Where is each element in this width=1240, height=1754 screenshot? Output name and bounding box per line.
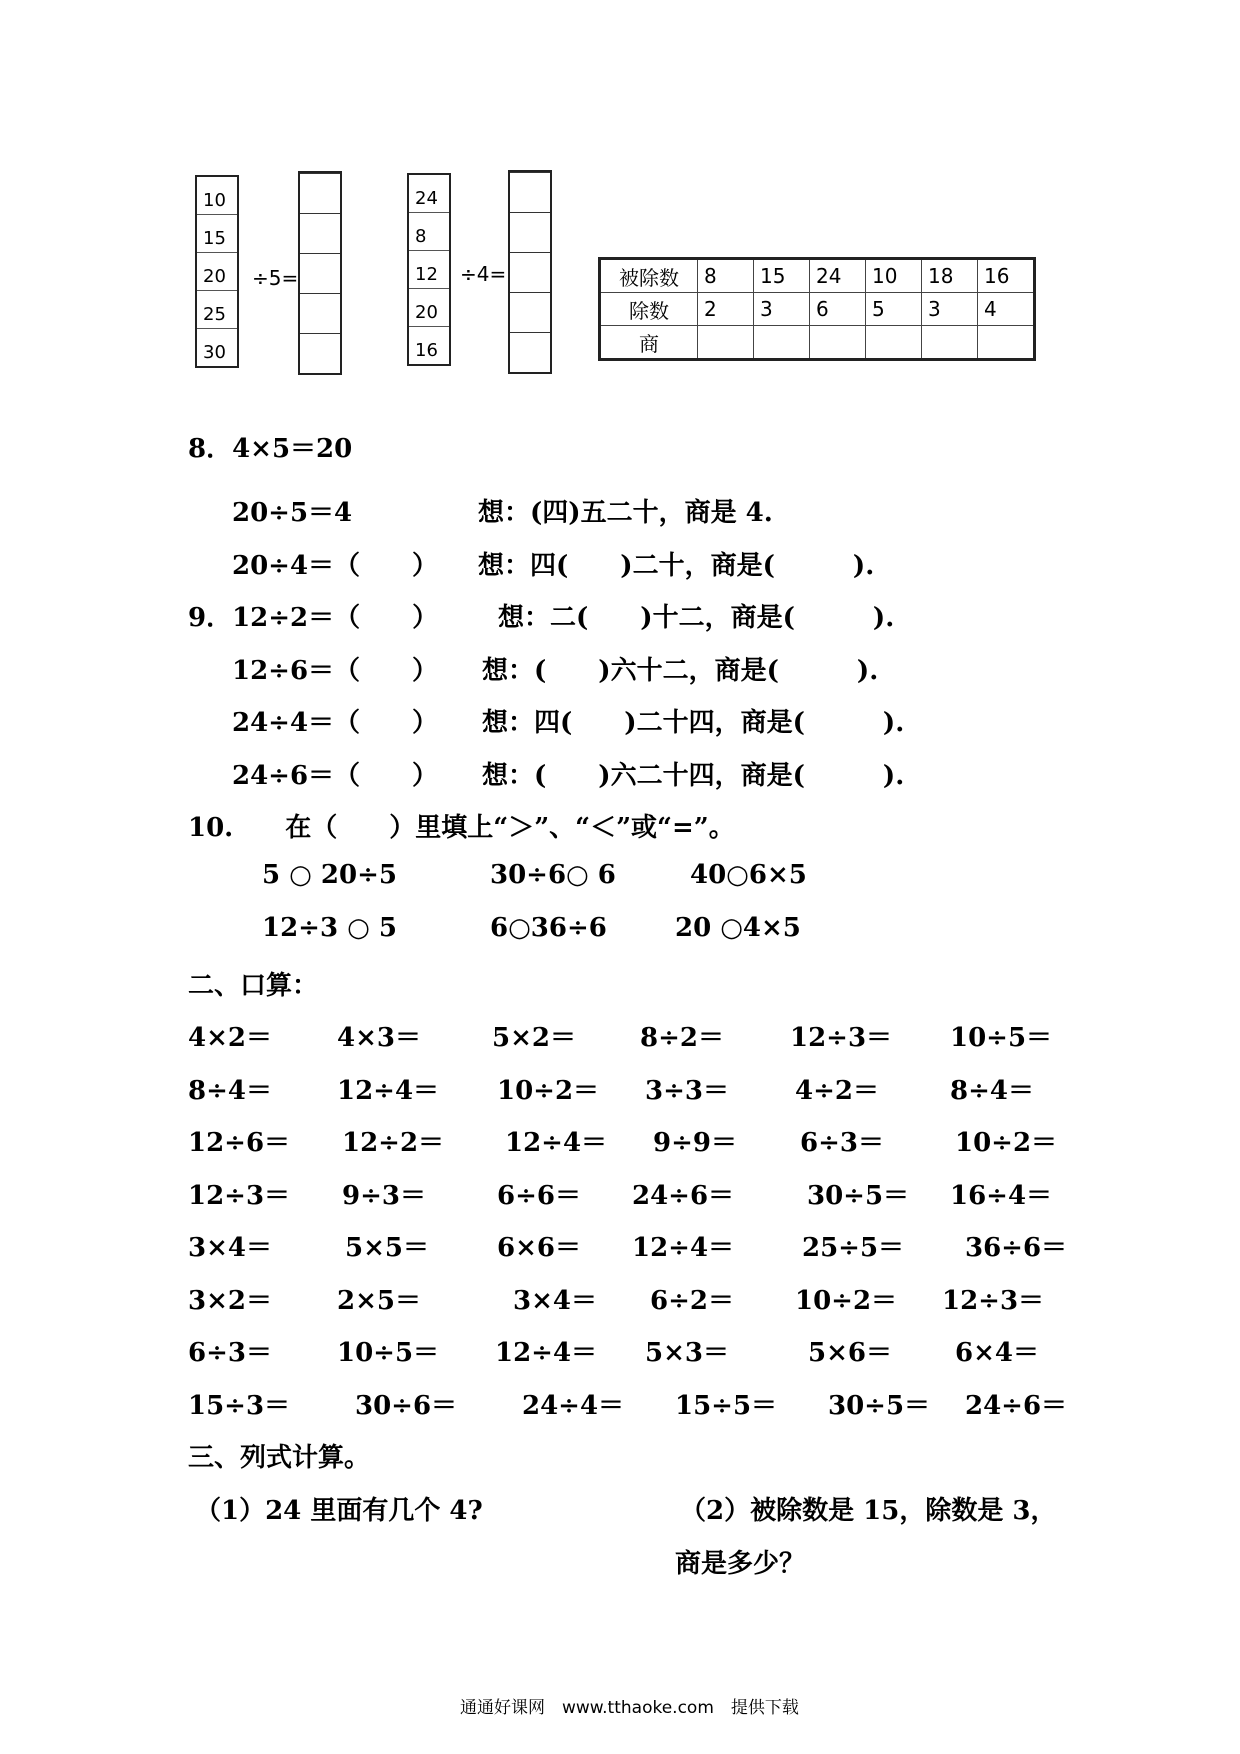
table-cell: 3 [754, 293, 810, 326]
q9-line4-right: 想：( )六二十四，商是( ). [482, 761, 905, 791]
answer-box[interactable] [510, 332, 550, 372]
oral-problem[interactable]: 8÷4＝ [950, 1076, 1034, 1106]
oral-problem[interactable]: 10÷5＝ [337, 1338, 440, 1368]
table-cell: 18 [922, 259, 978, 293]
q10-compare[interactable]: 5 ○ 20÷5 [262, 860, 397, 890]
division-table [598, 257, 1036, 361]
oral-problem[interactable]: 3×4＝ [513, 1286, 597, 1316]
problem-2-line2: 商是多少？ [675, 1549, 806, 1579]
q10-compare[interactable]: 12÷3 ○ 5 [262, 913, 397, 943]
oral-problem[interactable]: 6÷2＝ [650, 1286, 734, 1316]
table-cell: 16 [978, 259, 1035, 293]
oral-problem[interactable]: 2×5＝ [337, 1286, 421, 1316]
oral-problem[interactable]: 24÷6＝ [965, 1391, 1068, 1421]
answer-box[interactable] [510, 252, 550, 292]
oral-problem[interactable]: 6×6＝ [497, 1233, 581, 1263]
column-a-numbers [195, 175, 239, 368]
column-b-cell: 24 [415, 188, 438, 209]
answer-box[interactable] [510, 292, 550, 332]
answer-box[interactable] [300, 213, 340, 253]
q9-line1-left: 9．12÷2＝（ ） [188, 603, 439, 633]
table-row [600, 293, 1035, 326]
answer-box[interactable] [510, 172, 550, 212]
oral-problem[interactable]: 3×4＝ [188, 1233, 272, 1263]
q9-line2-right: 想：( )六十二，商是( ). [482, 656, 879, 686]
problem-2-line1: （2）被除数是 15，除数是 3， [680, 1496, 1057, 1526]
oral-problem[interactable]: 16÷4＝ [950, 1181, 1053, 1211]
q9-line1-right: 想：二( )十二，商是( ). [498, 603, 895, 633]
table-cell: 15 [754, 259, 810, 293]
oral-problem[interactable]: 5×5＝ [345, 1233, 429, 1263]
oral-problem[interactable]: 9÷3＝ [342, 1181, 426, 1211]
column-b-cell: 12 [409, 250, 449, 288]
column-b-operator: ÷4= [460, 262, 507, 286]
row-header: 商 [600, 326, 698, 360]
answer-cell[interactable] [978, 326, 1035, 360]
q10-compare[interactable]: 40○6×5 [690, 860, 807, 890]
table-cell: 2 [698, 293, 754, 326]
oral-problem[interactable]: 36÷6＝ [965, 1233, 1068, 1263]
oral-problem[interactable]: 10÷2＝ [497, 1076, 600, 1106]
oral-problem[interactable]: 12÷3＝ [942, 1286, 1045, 1316]
q10-compare[interactable]: 30÷6○ 6 [490, 860, 616, 890]
oral-problem[interactable]: 10÷2＝ [795, 1286, 898, 1316]
q8-line2-left: 20÷4＝（ ） [232, 551, 439, 581]
column-a-operator: ÷5= [252, 266, 299, 290]
problem-1: （1）24 里面有几个 4? [195, 1496, 483, 1526]
answer-cell[interactable] [754, 326, 810, 360]
answer-cell[interactable] [866, 326, 922, 360]
oral-problem[interactable]: 30÷5＝ [807, 1181, 910, 1211]
oral-problem[interactable]: 5×3＝ [645, 1338, 729, 1368]
answer-box[interactable] [300, 173, 340, 213]
answer-box[interactable] [300, 293, 340, 333]
oral-problem[interactable]: 3×2＝ [188, 1286, 272, 1316]
row-header: 除数 [600, 293, 698, 326]
answer-box[interactable] [300, 253, 340, 293]
oral-problem[interactable]: 6÷3＝ [800, 1128, 884, 1158]
oral-problem[interactable]: 12÷4＝ [632, 1233, 735, 1263]
table-cell: 10 [866, 259, 922, 293]
column-a-cell: 15 [197, 214, 237, 252]
q8-line1-right: 想：(四)五二十，商是 4. [478, 498, 773, 528]
oral-problem[interactable]: 15÷3＝ [188, 1391, 291, 1421]
oral-problem[interactable]: 3÷3＝ [645, 1076, 729, 1106]
oral-problem[interactable]: 30÷5＝ [828, 1391, 931, 1421]
q8-title: 8．4×5＝20 [188, 434, 353, 464]
table-cell: 24 [810, 259, 866, 293]
q9-line3-left: 24÷4＝（ ） [232, 708, 439, 738]
q10-compare[interactable]: 6○36÷6 [490, 913, 607, 943]
oral-problem[interactable]: 12÷4＝ [505, 1128, 608, 1158]
table-cell: 4 [978, 293, 1035, 326]
q10-compare[interactable]: 20 ○4×5 [675, 913, 801, 943]
oral-problem[interactable]: 5×2＝ [492, 1023, 576, 1053]
oral-problem[interactable]: 8÷4＝ [188, 1076, 272, 1106]
table-cell: 5 [866, 293, 922, 326]
answer-cell[interactable] [810, 326, 866, 360]
column-a-cell: 20 [197, 252, 237, 290]
oral-problem[interactable]: 5×6＝ [808, 1338, 892, 1368]
oral-problem[interactable]: 12÷3＝ [790, 1023, 893, 1053]
column-a-cell: 30 [197, 328, 237, 366]
oral-problem[interactable]: 4×2＝ [188, 1023, 272, 1053]
row-header: 被除数 [600, 259, 698, 293]
table-row [600, 259, 1035, 293]
oral-problem[interactable]: 12÷3＝ [188, 1181, 291, 1211]
column-a-cell: 10 [203, 190, 226, 211]
column-b-answers [508, 170, 552, 374]
oral-problem[interactable]: 6÷3＝ [188, 1338, 272, 1368]
oral-problem[interactable]: 9÷9＝ [653, 1128, 737, 1158]
column-b-numbers [407, 173, 451, 366]
oral-problem[interactable]: 12÷6＝ [188, 1128, 291, 1158]
column-b-cell: 16 [409, 326, 449, 364]
table-row [600, 326, 1035, 360]
section-2-title: 二、口算： [188, 971, 319, 1001]
oral-problem[interactable]: 4÷2＝ [795, 1076, 879, 1106]
column-b-cell: 20 [409, 288, 449, 326]
table-cell: 3 [922, 293, 978, 326]
table-cell: 6 [810, 293, 866, 326]
answer-box[interactable] [510, 212, 550, 252]
oral-problem[interactable]: 15÷5＝ [675, 1391, 778, 1421]
oral-problem[interactable]: 24÷4＝ [522, 1391, 625, 1421]
oral-problem[interactable]: 4×3＝ [337, 1023, 421, 1053]
oral-problem[interactable]: 8÷2＝ [640, 1023, 724, 1053]
column-a-answers [298, 171, 342, 375]
oral-problem[interactable]: 12÷4＝ [337, 1076, 440, 1106]
q9-line3-right: 想：四( )二十四，商是( ). [482, 708, 905, 738]
oral-problem[interactable]: 12÷2＝ [342, 1128, 445, 1158]
oral-problem[interactable]: 30÷6＝ [355, 1391, 458, 1421]
oral-problem[interactable]: 10÷5＝ [950, 1023, 1053, 1053]
q9-line2-left: 12÷6＝（ ） [232, 656, 439, 686]
answer-box[interactable] [300, 333, 340, 373]
oral-problem[interactable]: 25÷5＝ [802, 1233, 905, 1263]
footer-credit: 通通好课网 www.tthaoke.com 提供下载 [460, 1698, 799, 1718]
oral-problem[interactable]: 12÷4＝ [495, 1338, 598, 1368]
table-cell: 8 [698, 259, 754, 293]
oral-problem[interactable]: 10÷2＝ [955, 1128, 1058, 1158]
oral-problem[interactable]: 6×4＝ [955, 1338, 1039, 1368]
section-3-title: 三、列式计算。 [188, 1443, 371, 1473]
q10-title: 10. 在（ ）里填上“＞”、“＜”或“=”。 [188, 813, 735, 843]
answer-cell[interactable] [698, 326, 754, 360]
oral-problem[interactable]: 6÷6＝ [497, 1181, 581, 1211]
q9-line4-left: 24÷6＝（ ） [232, 761, 439, 791]
oral-problem[interactable]: 24÷6＝ [632, 1181, 735, 1211]
answer-cell[interactable] [922, 326, 978, 360]
q8-line1-left: 20÷5＝4 [232, 498, 353, 528]
q8-line2-right: 想：四( )二十，商是( ). [478, 551, 875, 581]
column-a-cell: 25 [197, 290, 237, 328]
column-b-cell: 8 [409, 212, 449, 250]
